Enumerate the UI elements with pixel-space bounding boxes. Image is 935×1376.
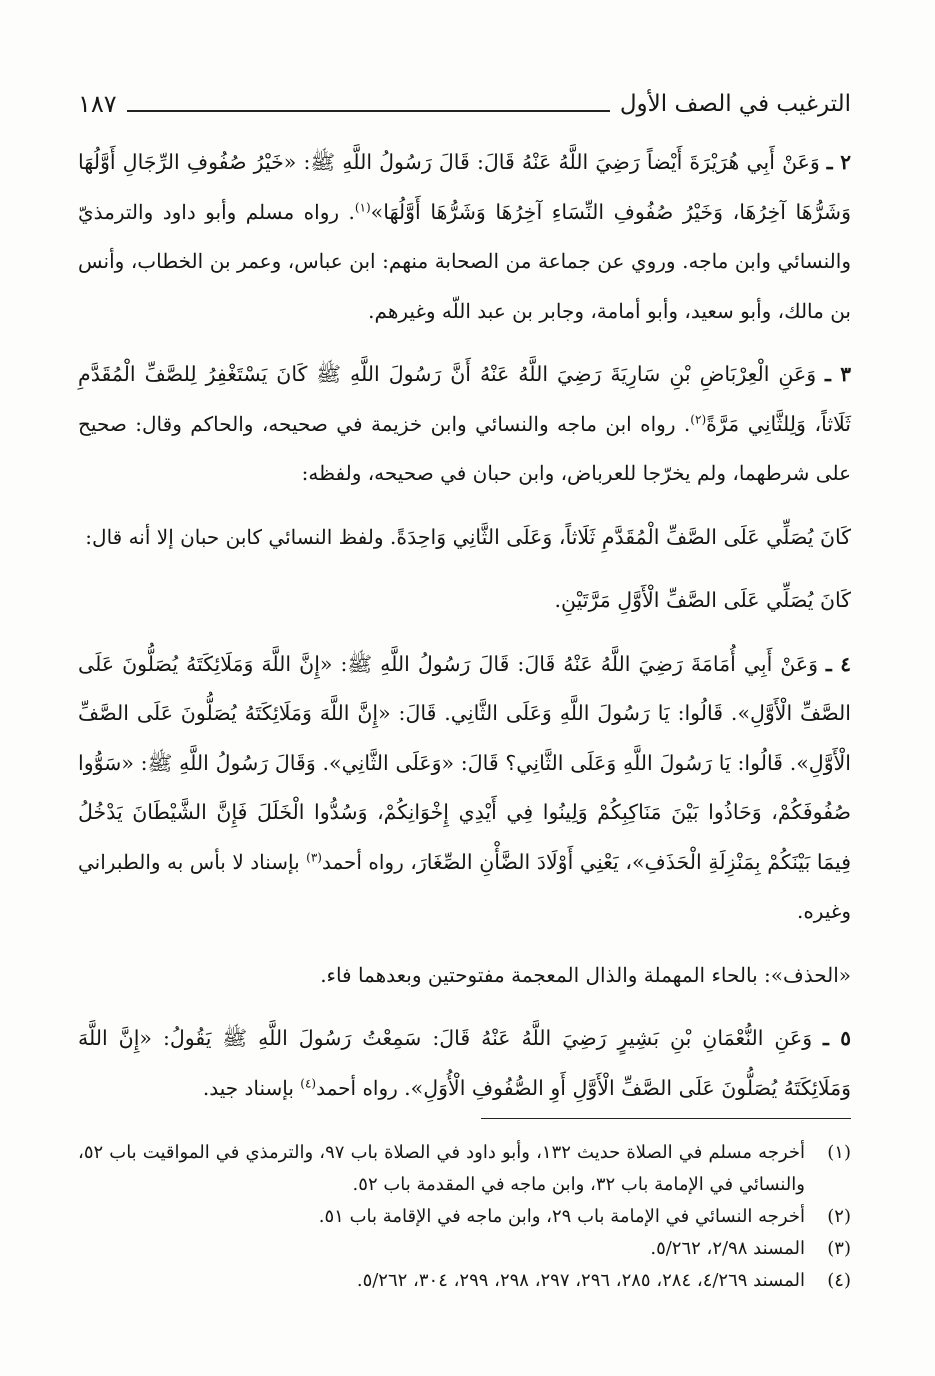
footnote-item <box>78 1233 851 1265</box>
footnote-reference: (٣) <box>306 849 322 864</box>
hadith-text: كَانَ يُصَلِّي عَلَى الصَّفِّ الْمُقَدَّمِ ثَلَاثاً، وَعَلَى الثَّانِي وَاحِدَةً. <box>389 524 851 549</box>
variant-wording-paragraph <box>78 513 851 563</box>
hadith-text: وَعَنْ أَبِي هُرَيْرَةَ أَيْضاً رَضِيَ اللَّهُ عَنْهُ قَالَ: قَالَ رَسُولُ اللَّهِ ﷺ: «خَيْرُ صُفُوفِ الرِّجَالِ أَوَّلُهَا وَشَرُّهَا آخِرُهَا، وَخَيْرُ صُفُوفِ النِّسَاءِ آخِرُهَا وَشَرُّهَا أَوَّلُهَا» <box>78 150 851 224</box>
footnote-item <box>78 1201 851 1233</box>
commentary-text: . رواه ابن ماجه والنسائي وابن خزيمة في صحيحه، والحاكم وقال: صحيح على شرطهما، ولم يخرّجا للعرباض، وابن حبان في صحيحه، ولفظه: <box>78 411 851 485</box>
commentary-text: رواه أحمد <box>321 849 411 874</box>
footnote-separator <box>481 1118 851 1119</box>
page-number: ١٨٧ <box>78 90 117 118</box>
hadith-number: ٥ ـ <box>822 1026 851 1050</box>
chapter-title: الترغيب في الصف الأول <box>619 91 851 117</box>
commentary-text: بإسناد لا بأس به والطبراني وغيره. <box>78 849 851 923</box>
footnote-number: (٣) <box>827 1238 851 1259</box>
hadith-text: وَعَنِ النُّعْمَانِ بْنِ بَشِيرٍ رَضِيَ اللَّهُ عَنْهُ قَالَ: سَمِعْتُ رَسُولَ اللَّهِ ﷺ يَقُولُ: «إِنَّ اللَّهَ وَمَلَائِكَتَهُ يُصَلُّونَ عَلَى الصَّفِّ الْأَوَّلِ أَوِ الصُّفُوفِ الْأُوَلِ». <box>78 1026 851 1100</box>
hadith-paragraph-3 <box>78 350 851 499</box>
main-text <box>78 138 851 1127</box>
footnote-reference: (٢) <box>690 411 707 426</box>
hadith-paragraph-5 <box>78 1014 851 1113</box>
footnotes-section <box>78 1118 851 1297</box>
variant-wording-paragraph <box>78 576 851 626</box>
footnote-text: المسند ٢/٩٨، ٥/٢٦٢. <box>650 1238 805 1259</box>
hadith-number: ٤ ـ <box>825 651 851 676</box>
commentary-text: . رواه مسلم وأبو داود والترمذيّ والنسائي وابن ماجه. وروي عن جماعة من الصحابة منهم: ابن عباس، وعمر بن الخطاب، وأنس بن مالك، وأبو سعيد، وأبو أمامة، وجابر بن عبد اللّه وغيرهم. <box>78 199 851 323</box>
commentary-text: رواه أحمد <box>316 1075 405 1100</box>
hadith-number: ٣ ـ <box>824 362 852 386</box>
running-header <box>78 84 851 124</box>
footnote-number: (١) <box>827 1142 851 1163</box>
hadith-paragraph-2 <box>78 138 851 336</box>
hadith-text: وَعَنْ أَبِي أُمَامَةَ رَضِيَ اللَّهُ عَنْهُ قَالَ: قَالَ رَسُولُ اللَّهِ ﷺ: «إِنَّ اللَّهَ وَمَلَائِكَتَهُ يُصَلُّونَ عَلَى الصَّفِّ الْأَوَّلِ». قَالُوا: يَا رَسُولَ اللَّهِ وَعَلَى الثَّانِي. قَالَ: «إِنَّ اللَّهَ وَمَلَائِكَتَهُ يُصَلُّونَ عَلَى الصَّفِّ الْأَوَّلِ». قَالُوا: يَا رَسُولَ اللَّهِ وَعَلَى الثَّانِي؟ قَالَ: «وَعَلَى الثَّانِي». وَقَالَ رَسُولُ اللَّهِ ﷺ: «سَوُّوا صُفُوفَكُمْ، وَحَاذُوا بَيْنَ مَنَاكِبِكُمْ وَلِينُوا فِي أَيْدِي إِخْوَانِكُمْ، وَسُدُّوا الْخَلَلَ فَإِنَّ الشَّيْطَانَ يَدْخُلُ فِيمَا بَيْنَكُمْ بِمَنْزِلَةِ الْحَذَفِ»، يَعْنِي أَوْلَادَ الضَّأْنِ الصِّغَارَ، <box>78 651 852 874</box>
footnote-item <box>78 1265 851 1297</box>
gloss-text: «الحذف»: بالحاء المهملة والذال المعجمة مفتوحتين وبعدهما فاء. <box>320 962 851 987</box>
footnote-number: (٢) <box>827 1206 851 1227</box>
header-rule <box>127 110 610 112</box>
footnote-number: (٤) <box>827 1270 851 1291</box>
footnote-text: المسند ٤/٢٦٩، ٢٨٤، ٢٨٥، ٢٩٦، ٢٩٧، ٢٩٨، ٢٩٩، ٣٠٤، ٥/٢٦٢. <box>356 1270 805 1291</box>
footnote-text: أخرجه النسائي في الإمامة باب ٢٩، وابن ماجه في الإقامة باب ٥١. <box>318 1206 805 1227</box>
footnote-reference: (٤) <box>300 1075 317 1090</box>
footnote-reference: (١) <box>354 199 371 214</box>
commentary-text: بإسناد جيد. <box>202 1075 301 1100</box>
gloss-paragraph <box>78 951 851 1001</box>
hadith-paragraph-4 <box>78 640 851 937</box>
hadith-number: ٢ ـ <box>826 150 851 174</box>
footnote-item <box>78 1137 851 1201</box>
hadith-text: وَعَنِ الْعِرْبَاضِ بْنِ سَارِيَةَ رَضِيَ اللَّهُ عَنْهُ أَنَّ رَسُولَ اللَّهِ ﷺ كَانَ يَسْتَغْفِرُ لِلصَّفِّ الْمُقَدَّمِ ثَلَاثاً، وَلِلثَّانِي مَرَّةً <box>78 362 852 436</box>
hadith-text: كَانَ يُصَلِّي عَلَى الصَّفِّ الْأَوَّلِ مَرَّتَيْنِ. <box>554 588 851 612</box>
footnote-text: أخرجه مسلم في الصلاة حديث ١٣٢، وأبو داود في الصلاة باب ٩٧، والترمذي في المواقيت باب ٥٢، والنسائي في الإمامة باب ٣٢، وابن ماجه في المقدمة باب ٥٢. <box>78 1142 806 1195</box>
commentary-text: ولفظ النسائي كابن حبان إلا أنه قال: <box>85 524 390 549</box>
